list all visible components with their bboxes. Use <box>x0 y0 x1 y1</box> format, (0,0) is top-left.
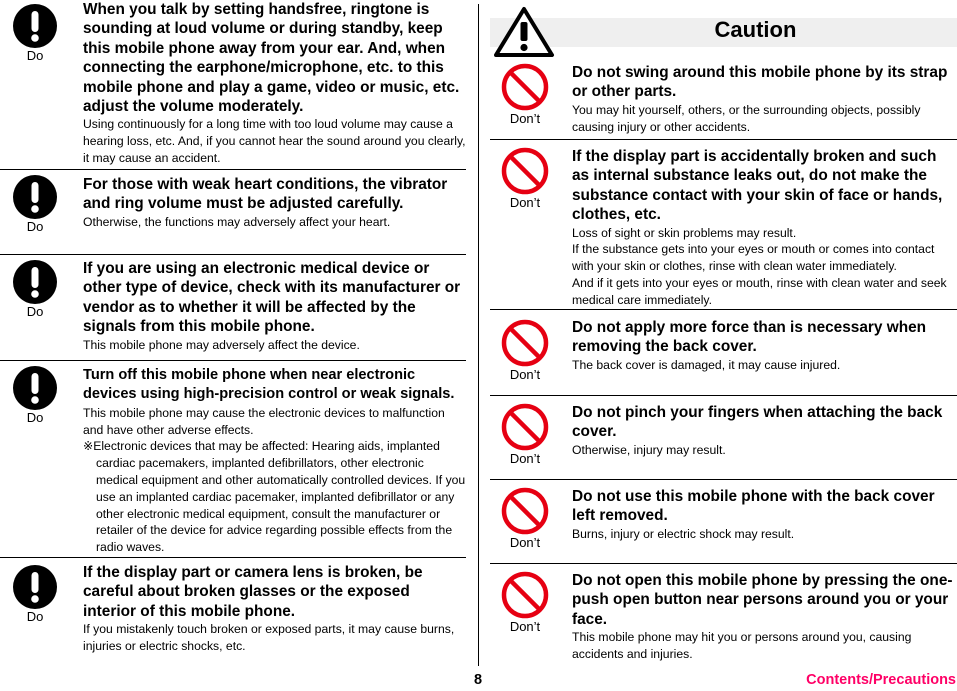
dont-icon-block <box>490 571 560 634</box>
section-link[interactable]: Contents/Precautions <box>806 672 956 688</box>
prohibited-icon <box>501 147 549 195</box>
precaution-entry <box>490 563 957 667</box>
dont-label: Don’t <box>509 619 541 634</box>
entry-text <box>83 563 466 655</box>
column-divider <box>478 4 479 666</box>
entry-heading: If the display part or camera lens is broken, be careful about broken glasses or the exposed interior of this mobile phone. <box>83 564 423 620</box>
dont-label: Don’t <box>509 367 541 382</box>
precaution-entry <box>0 557 466 667</box>
prohibited-icon <box>501 487 549 535</box>
precaution-entry <box>0 254 466 361</box>
exclamation-icon <box>13 565 57 609</box>
precaution-entry <box>490 395 957 480</box>
entry-note: ※Electronic devices that may be affected: Hearing aids, implanted cardiac pacemakers, implanted defibrillators, other electronic medical equipment and other automatically controlled devices. If you use an implanted cardiac pacemaker, implanted defibrillator or any other electronic medical equipment, consult the manufacturer or retailer of the device for advice regarding possible effects from the radio waves. <box>83 439 466 555</box>
do-icon-block <box>0 260 70 319</box>
entry-text <box>83 0 466 167</box>
entry-body: The back cover is damaged, it may cause injured. <box>572 357 841 372</box>
exclamation-icon <box>13 175 57 219</box>
entry-heading: Do not swing around this mobile phone by its strap or other parts. <box>572 64 948 101</box>
entry-text <box>572 571 957 663</box>
do-label: Do <box>26 410 44 425</box>
entry-body: You may hit yourself, others, or the surrounding objects, possibly causing injury or other accidents. <box>572 102 921 134</box>
entry-heading: Turn off this mobile phone when near electronic devices using high-precision control or weak signals. <box>83 367 455 403</box>
do-label: Do <box>26 219 44 234</box>
entry-heading: Do not use this mobile phone with the back cover left removed. <box>572 488 935 525</box>
precaution-entry <box>0 0 466 170</box>
exclamation-icon <box>13 260 57 304</box>
entry-heading: Do not pinch your fingers when attaching the back cover. <box>572 404 943 441</box>
entry-heading: When you talk by setting handsfree, ringtone is sounding at loud volume or during standby, keep this mobile phone away from your ear. And, when connecting the earphone/microphone, etc. to this mobile phone and play a game, video or music, etc. adjust the volume moderately. <box>83 1 460 116</box>
entry-body: Otherwise, the functions may adversely affect your heart. <box>83 214 391 229</box>
prohibited-icon <box>501 403 549 451</box>
do-label: Do <box>26 609 44 624</box>
exclamation-icon <box>13 366 57 410</box>
dont-icon-block <box>490 319 560 382</box>
entry-text <box>572 318 957 374</box>
do-icon-block <box>0 565 70 624</box>
precaution-entry <box>490 54 957 140</box>
dont-label: Don’t <box>509 451 541 466</box>
entry-text <box>572 403 957 459</box>
entry-body: And if it gets into your eyes or mouth, rinse with clean water and seek medical care immediately. <box>572 276 947 307</box>
entry-body: This mobile phone may adversely affect the device. <box>83 337 360 352</box>
entry-text <box>572 487 957 543</box>
entry-body: Loss of sight or skin problems may result. <box>572 225 797 240</box>
precaution-entry <box>490 309 957 396</box>
entry-text <box>83 366 466 556</box>
entry-body: Using continuously for a long time with too loud volume may cause a hearing loss, etc. And, if you cannot hear the sound around you clearly, it may cause an accident. <box>83 117 466 166</box>
precaution-entry <box>490 139 957 310</box>
caution-title: Caution <box>714 17 797 42</box>
page-number: 8 <box>473 672 483 688</box>
entry-heading: Do not open this mobile phone by pressing the one-push open button near persons around you or your face. <box>572 572 953 628</box>
entry-text <box>572 147 957 309</box>
dont-icon-block <box>490 63 560 126</box>
entry-body: If the substance gets into your eyes or mouth or comes into contact with your skin or clothes, rinse with clean water immediately. <box>572 242 935 274</box>
entry-heading: If you are using an electronic medical device or other type of device, check with its manufacturer or vendor as to whether it will be affected by the signals from this mobile phone. <box>83 260 461 336</box>
prohibited-icon <box>501 63 549 111</box>
precaution-entry <box>0 169 466 255</box>
entry-body: This mobile phone may cause the electronic devices to malfunction and have other adverse effects. <box>83 405 445 437</box>
prohibited-icon <box>501 319 549 367</box>
entry-body: Otherwise, injury may result. <box>572 442 726 457</box>
exclamation-icon <box>13 4 57 48</box>
dont-icon-block <box>490 487 560 550</box>
do-label: Do <box>26 304 44 319</box>
entry-heading: If the display part is accidentally broken and such as internal substance leaks out, do not make the substance contact with your skin of face or hands, clothes, etc. <box>572 148 943 224</box>
entry-text <box>83 259 466 353</box>
do-icon-block <box>0 366 70 425</box>
dont-icon-block <box>490 403 560 466</box>
entry-heading: Do not apply more force than is necessary when removing the back cover. <box>572 319 927 356</box>
prohibited-icon <box>501 571 549 619</box>
dont-label: Don’t <box>509 195 541 210</box>
dont-label: Don’t <box>509 111 541 126</box>
entry-body: If you mistakenly touch broken or exposed parts, it may cause burns, injuries or electric shocks, etc. <box>83 622 455 654</box>
entry-body: Burns, injury or electric shock may result. <box>572 526 795 541</box>
do-icon-block <box>0 4 70 63</box>
entry-text <box>572 63 957 135</box>
dont-label: Don’t <box>509 535 541 550</box>
do-icon-block <box>0 175 70 234</box>
do-label: Do <box>26 48 44 63</box>
precaution-entry <box>0 360 466 558</box>
precaution-entry <box>490 479 957 564</box>
entry-body: This mobile phone may hit you or persons around you, causing accidents and injuries. <box>572 630 912 662</box>
entry-text <box>83 175 466 231</box>
entry-heading: For those with weak heart conditions, the vibrator and ring volume must be adjusted carefully. <box>83 176 448 213</box>
dont-icon-block <box>490 147 560 210</box>
